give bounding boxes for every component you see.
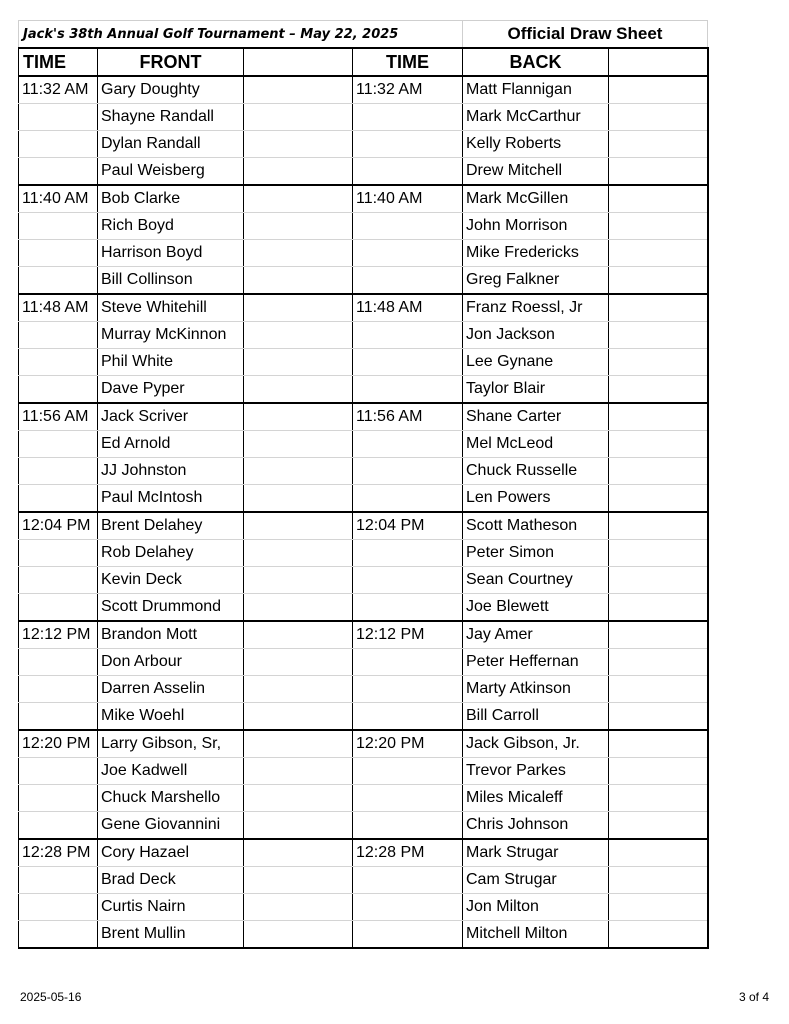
back-player-name: Kelly Roberts bbox=[463, 131, 609, 158]
back-blank-cell bbox=[609, 921, 708, 949]
tee-time-front-empty bbox=[19, 867, 98, 894]
table-row bbox=[19, 158, 708, 186]
back-player-name: Mel McLeod bbox=[463, 431, 609, 458]
back-player-name: Drew Mitchell bbox=[463, 158, 609, 186]
table-row bbox=[19, 621, 708, 649]
back-blank-cell bbox=[609, 376, 708, 404]
front-player-name: Dave Pyper bbox=[98, 376, 244, 404]
tee-time-front-empty bbox=[19, 458, 98, 485]
header-blank-front bbox=[244, 48, 353, 76]
back-player-name: Mike Fredericks bbox=[463, 240, 609, 267]
back-blank-cell bbox=[609, 649, 708, 676]
front-player-name: Brent Delahey bbox=[98, 512, 244, 540]
front-blank-cell bbox=[244, 512, 353, 540]
front-player-name: Dylan Randall bbox=[98, 131, 244, 158]
front-player-name: Bill Collinson bbox=[98, 267, 244, 295]
back-player-name: Mark McCarthur bbox=[463, 104, 609, 131]
back-blank-cell bbox=[609, 294, 708, 322]
back-player-name: Matt Flannigan bbox=[463, 76, 609, 104]
back-player-name: Franz Roessl, Jr bbox=[463, 294, 609, 322]
back-blank-cell bbox=[609, 567, 708, 594]
tee-time-front-empty bbox=[19, 894, 98, 921]
front-blank-cell bbox=[244, 594, 353, 622]
draw-sheet-table bbox=[18, 20, 709, 949]
front-player-name: Jack Scriver bbox=[98, 403, 244, 431]
front-blank-cell bbox=[244, 213, 353, 240]
tee-time-back-empty bbox=[353, 921, 463, 949]
tee-time-front-empty bbox=[19, 567, 98, 594]
back-blank-cell bbox=[609, 676, 708, 703]
front-player-name: Harrison Boyd bbox=[98, 240, 244, 267]
table-row bbox=[19, 649, 708, 676]
tee-time-front-empty bbox=[19, 676, 98, 703]
tee-time-front-empty bbox=[19, 349, 98, 376]
back-blank-cell bbox=[609, 621, 708, 649]
front-blank-cell bbox=[244, 349, 353, 376]
back-player-name: Mark Strugar bbox=[463, 839, 609, 867]
back-blank-cell bbox=[609, 158, 708, 186]
front-player-name: Mike Woehl bbox=[98, 703, 244, 731]
back-blank-cell bbox=[609, 267, 708, 295]
back-player-name: Shane Carter bbox=[463, 403, 609, 431]
tee-time-back: 12:28 PM bbox=[353, 839, 463, 867]
tee-time-back-empty bbox=[353, 485, 463, 513]
front-player-name: Scott Drummond bbox=[98, 594, 244, 622]
back-player-name: Chuck Russelle bbox=[463, 458, 609, 485]
tee-time-back-empty bbox=[353, 785, 463, 812]
tee-time-back: 12:04 PM bbox=[353, 512, 463, 540]
front-blank-cell bbox=[244, 104, 353, 131]
tee-time-back-empty bbox=[353, 867, 463, 894]
front-player-name: Gary Doughty bbox=[98, 76, 244, 104]
back-blank-cell bbox=[609, 349, 708, 376]
back-player-name: John Morrison bbox=[463, 213, 609, 240]
back-blank-cell bbox=[609, 867, 708, 894]
front-player-name: Ed Arnold bbox=[98, 431, 244, 458]
tee-time-back-empty bbox=[353, 322, 463, 349]
front-player-name: Brent Mullin bbox=[98, 921, 244, 949]
back-blank-cell bbox=[609, 213, 708, 240]
front-player-name: Phil White bbox=[98, 349, 244, 376]
back-blank-cell bbox=[609, 512, 708, 540]
table-row bbox=[19, 403, 708, 431]
front-player-name: Paul McIntosh bbox=[98, 485, 244, 513]
table-row bbox=[19, 730, 708, 758]
front-blank-cell bbox=[244, 676, 353, 703]
back-player-name: Lee Gynane bbox=[463, 349, 609, 376]
tee-time-front: 12:12 PM bbox=[19, 621, 98, 649]
front-player-name: Rich Boyd bbox=[98, 213, 244, 240]
back-player-name: Trevor Parkes bbox=[463, 758, 609, 785]
back-blank-cell bbox=[609, 758, 708, 785]
front-blank-cell bbox=[244, 867, 353, 894]
tee-time-front-empty bbox=[19, 812, 98, 840]
header-blank-back bbox=[609, 48, 708, 76]
back-blank-cell bbox=[609, 403, 708, 431]
tee-time-back-empty bbox=[353, 594, 463, 622]
table-row bbox=[19, 894, 708, 921]
tee-time-front-empty bbox=[19, 104, 98, 131]
tee-time-front-empty bbox=[19, 213, 98, 240]
tee-time-front-empty bbox=[19, 267, 98, 295]
tee-time-front-empty bbox=[19, 322, 98, 349]
back-blank-cell bbox=[609, 785, 708, 812]
tee-time-back-empty bbox=[353, 240, 463, 267]
front-blank-cell bbox=[244, 322, 353, 349]
tee-time-front-empty bbox=[19, 649, 98, 676]
front-player-name: Murray McKinnon bbox=[98, 322, 244, 349]
table-row bbox=[19, 758, 708, 785]
tee-time-back: 12:20 PM bbox=[353, 730, 463, 758]
back-player-name: Taylor Blair bbox=[463, 376, 609, 404]
back-blank-cell bbox=[609, 894, 708, 921]
back-player-name: Cam Strugar bbox=[463, 867, 609, 894]
table-row bbox=[19, 376, 708, 404]
tee-time-front: 11:56 AM bbox=[19, 403, 98, 431]
tee-time-front-empty bbox=[19, 485, 98, 513]
back-blank-cell bbox=[609, 540, 708, 567]
table-row bbox=[19, 540, 708, 567]
back-blank-cell bbox=[609, 839, 708, 867]
back-blank-cell bbox=[609, 240, 708, 267]
tee-time-back-empty bbox=[353, 376, 463, 404]
back-player-name: Bill Carroll bbox=[463, 703, 609, 731]
table-row bbox=[19, 676, 708, 703]
header-time-front: TIME bbox=[19, 48, 98, 76]
tee-time-back-empty bbox=[353, 267, 463, 295]
back-blank-cell bbox=[609, 485, 708, 513]
front-player-name: Cory Hazael bbox=[98, 839, 244, 867]
front-blank-cell bbox=[244, 567, 353, 594]
back-player-name: Peter Heffernan bbox=[463, 649, 609, 676]
front-blank-cell bbox=[244, 185, 353, 213]
tee-time-front-empty bbox=[19, 758, 98, 785]
tee-time-back: 11:48 AM bbox=[353, 294, 463, 322]
front-blank-cell bbox=[244, 540, 353, 567]
front-blank-cell bbox=[244, 921, 353, 949]
front-blank-cell bbox=[244, 758, 353, 785]
front-player-name: Darren Asselin bbox=[98, 676, 244, 703]
front-player-name: JJ Johnston bbox=[98, 458, 244, 485]
table-row bbox=[19, 267, 708, 295]
back-player-name: Jon Jackson bbox=[463, 322, 609, 349]
back-blank-cell bbox=[609, 76, 708, 104]
front-blank-cell bbox=[244, 131, 353, 158]
tee-time-back-empty bbox=[353, 812, 463, 840]
table-row bbox=[19, 812, 708, 840]
back-player-name: Miles Micaleff bbox=[463, 785, 609, 812]
tee-time-front-empty bbox=[19, 594, 98, 622]
tee-time-back-empty bbox=[353, 703, 463, 731]
front-player-name: Paul Weisberg bbox=[98, 158, 244, 186]
tee-time-back-empty bbox=[353, 349, 463, 376]
back-blank-cell bbox=[609, 730, 708, 758]
back-blank-cell bbox=[609, 594, 708, 622]
tee-time-back-empty bbox=[353, 431, 463, 458]
table-row bbox=[19, 512, 708, 540]
front-blank-cell bbox=[244, 240, 353, 267]
footer-date: 2025-05-16 bbox=[20, 990, 82, 1004]
tee-time-back: 11:32 AM bbox=[353, 76, 463, 104]
back-player-name: Jon Milton bbox=[463, 894, 609, 921]
tee-time-back-empty bbox=[353, 649, 463, 676]
front-blank-cell bbox=[244, 76, 353, 104]
footer-page-number: 3 of 4 bbox=[738, 990, 769, 1004]
table-row bbox=[19, 131, 708, 158]
tee-time-back: 12:12 PM bbox=[353, 621, 463, 649]
back-player-name: Jack Gibson, Jr. bbox=[463, 730, 609, 758]
back-player-name: Mark McGillen bbox=[463, 185, 609, 213]
tee-time-back-empty bbox=[353, 567, 463, 594]
back-player-name: Chris Johnson bbox=[463, 812, 609, 840]
tee-time-front: 11:40 AM bbox=[19, 185, 98, 213]
tee-time-front-empty bbox=[19, 921, 98, 949]
header-front: FRONT bbox=[98, 48, 244, 76]
header-time-back: TIME bbox=[353, 48, 463, 76]
tournament-title: Jack's 38th Annual Golf Tournament – May 22, 2025 bbox=[19, 21, 463, 49]
tee-time-back: 11:56 AM bbox=[353, 403, 463, 431]
back-blank-cell bbox=[609, 104, 708, 131]
tee-time-front-empty bbox=[19, 785, 98, 812]
sheet-label: Official Draw Sheet bbox=[463, 21, 708, 49]
table-row bbox=[19, 485, 708, 513]
table-row bbox=[19, 567, 708, 594]
front-player-name: Joe Kadwell bbox=[98, 758, 244, 785]
back-player-name: Marty Atkinson bbox=[463, 676, 609, 703]
table-row bbox=[19, 431, 708, 458]
front-blank-cell bbox=[244, 376, 353, 404]
tee-time-back-empty bbox=[353, 540, 463, 567]
front-blank-cell bbox=[244, 403, 353, 431]
tee-time-back-empty bbox=[353, 131, 463, 158]
back-player-name: Mitchell Milton bbox=[463, 921, 609, 949]
front-blank-cell bbox=[244, 730, 353, 758]
front-blank-cell bbox=[244, 458, 353, 485]
table-row bbox=[19, 76, 708, 104]
back-blank-cell bbox=[609, 185, 708, 213]
tee-time-front: 12:20 PM bbox=[19, 730, 98, 758]
back-player-name: Jay Amer bbox=[463, 621, 609, 649]
front-blank-cell bbox=[244, 703, 353, 731]
back-blank-cell bbox=[609, 703, 708, 731]
front-player-name: Steve Whitehill bbox=[98, 294, 244, 322]
back-player-name: Sean Courtney bbox=[463, 567, 609, 594]
tee-time-back-empty bbox=[353, 758, 463, 785]
tee-time-front-empty bbox=[19, 131, 98, 158]
table-row bbox=[19, 104, 708, 131]
tee-time-back-empty bbox=[353, 104, 463, 131]
table-row bbox=[19, 458, 708, 485]
table-row bbox=[19, 921, 708, 949]
front-player-name: Larry Gibson, Sr, bbox=[98, 730, 244, 758]
tee-time-front-empty bbox=[19, 703, 98, 731]
back-blank-cell bbox=[609, 812, 708, 840]
table-row bbox=[19, 703, 708, 731]
tee-time-back-empty bbox=[353, 213, 463, 240]
front-blank-cell bbox=[244, 158, 353, 186]
front-player-name: Chuck Marshello bbox=[98, 785, 244, 812]
back-blank-cell bbox=[609, 131, 708, 158]
front-blank-cell bbox=[244, 894, 353, 921]
table-row bbox=[19, 867, 708, 894]
tee-time-front-empty bbox=[19, 240, 98, 267]
back-blank-cell bbox=[609, 458, 708, 485]
front-player-name: Brandon Mott bbox=[98, 621, 244, 649]
tee-time-front: 11:32 AM bbox=[19, 76, 98, 104]
front-player-name: Gene Giovannini bbox=[98, 812, 244, 840]
front-blank-cell bbox=[244, 485, 353, 513]
back-player-name: Scott Matheson bbox=[463, 512, 609, 540]
tee-time-front: 11:48 AM bbox=[19, 294, 98, 322]
front-player-name: Rob Delahey bbox=[98, 540, 244, 567]
front-blank-cell bbox=[244, 621, 353, 649]
back-player-name: Peter Simon bbox=[463, 540, 609, 567]
tee-time-back: 11:40 AM bbox=[353, 185, 463, 213]
front-blank-cell bbox=[244, 267, 353, 295]
tee-time-front-empty bbox=[19, 158, 98, 186]
back-player-name: Joe Blewett bbox=[463, 594, 609, 622]
tee-time-front: 12:28 PM bbox=[19, 839, 98, 867]
front-player-name: Brad Deck bbox=[98, 867, 244, 894]
front-player-name: Kevin Deck bbox=[98, 567, 244, 594]
back-player-name: Greg Falkner bbox=[463, 267, 609, 295]
column-header-row bbox=[19, 48, 708, 76]
table-row bbox=[19, 322, 708, 349]
table-row bbox=[19, 185, 708, 213]
front-blank-cell bbox=[244, 785, 353, 812]
front-blank-cell bbox=[244, 812, 353, 840]
tee-time-back-empty bbox=[353, 676, 463, 703]
front-blank-cell bbox=[244, 649, 353, 676]
tee-time-front: 12:04 PM bbox=[19, 512, 98, 540]
table-row bbox=[19, 294, 708, 322]
tee-time-back-empty bbox=[353, 458, 463, 485]
title-row bbox=[19, 21, 708, 49]
tee-time-front-empty bbox=[19, 431, 98, 458]
tee-time-front-empty bbox=[19, 540, 98, 567]
tee-time-back-empty bbox=[353, 158, 463, 186]
back-blank-cell bbox=[609, 322, 708, 349]
table-row bbox=[19, 349, 708, 376]
back-blank-cell bbox=[609, 431, 708, 458]
table-row bbox=[19, 213, 708, 240]
header-back: BACK bbox=[463, 48, 609, 76]
front-player-name: Shayne Randall bbox=[98, 104, 244, 131]
back-player-name: Len Powers bbox=[463, 485, 609, 513]
table-row bbox=[19, 839, 708, 867]
table-row bbox=[19, 240, 708, 267]
front-player-name: Don Arbour bbox=[98, 649, 244, 676]
tee-time-back-empty bbox=[353, 894, 463, 921]
front-player-name: Bob Clarke bbox=[98, 185, 244, 213]
front-blank-cell bbox=[244, 839, 353, 867]
tee-time-front-empty bbox=[19, 376, 98, 404]
front-blank-cell bbox=[244, 294, 353, 322]
front-player-name: Curtis Nairn bbox=[98, 894, 244, 921]
table-row bbox=[19, 594, 708, 622]
front-blank-cell bbox=[244, 431, 353, 458]
table-row bbox=[19, 785, 708, 812]
